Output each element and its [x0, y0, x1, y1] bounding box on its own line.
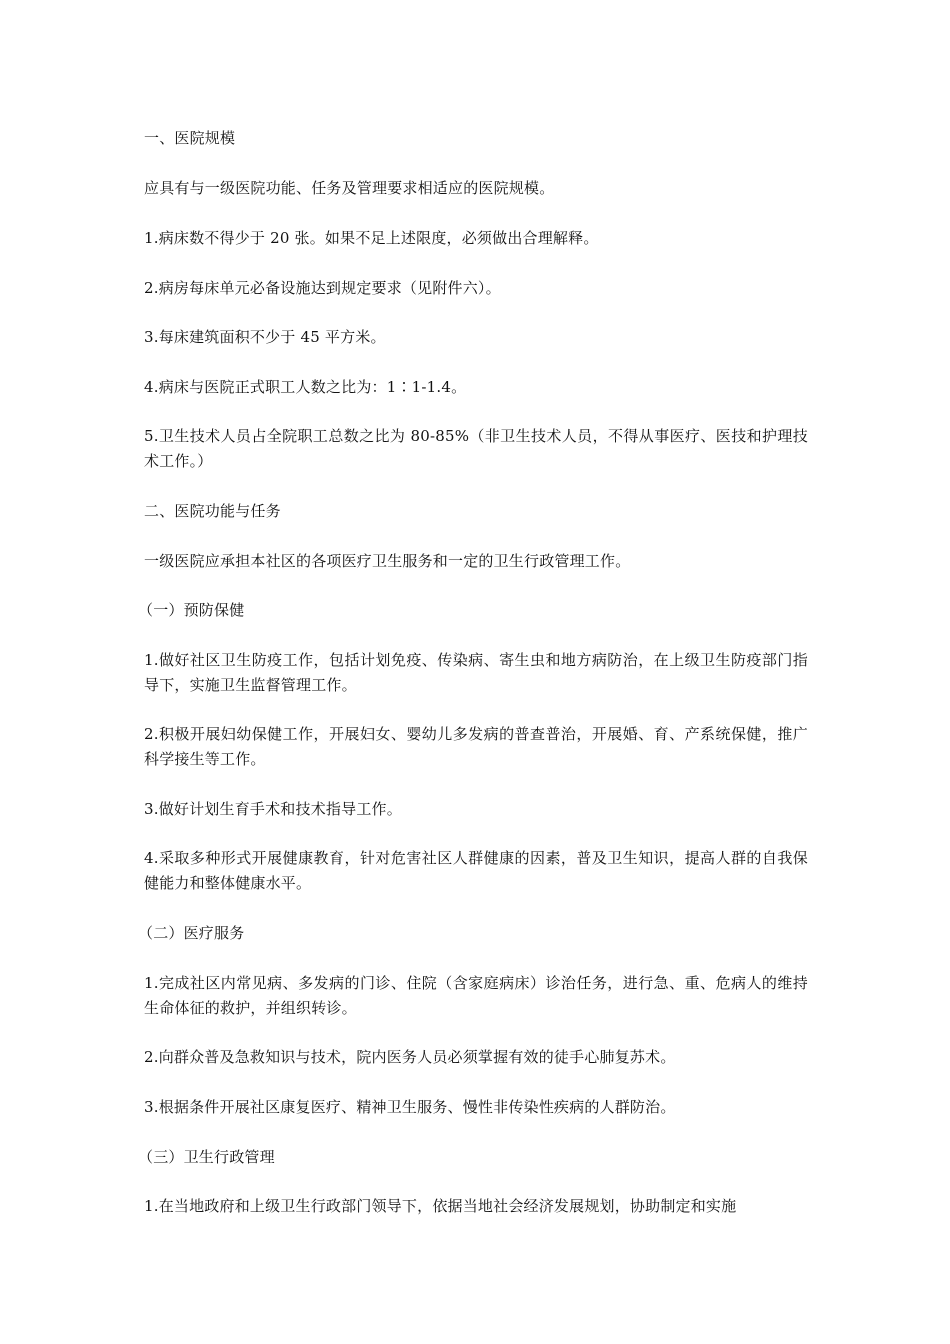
list-item: 3.做好计划生育手术和技术指导工作。: [144, 800, 402, 818]
section-heading-functions: 二、医院功能与任务: [144, 502, 281, 520]
list-item: 1.做好社区卫生防疫工作，包括计划免疫、传染病、寄生虫和地方病防治，在上级卫生防疫部门指导下，实施卫生监督管理工作。: [144, 651, 808, 694]
paragraph: 应具有与一级医院功能、任务及管理要求相适应的医院规模。: [144, 179, 555, 197]
subsection-heading-administration: （三）卫生行政管理: [138, 1148, 275, 1166]
paragraph: 一级医院应承担本社区的各项医疗卫生服务和一定的卫生行政管理工作。: [144, 552, 631, 570]
subsection-heading-prevention: （一）预防保健: [138, 601, 245, 619]
list-item: 4.病床与医院正式职工人数之比为：1∶1-1.4。: [144, 378, 467, 396]
list-item: 3.每床建筑面积不少于 45 平方米。: [144, 328, 386, 346]
list-item: 2.积极开展妇幼保健工作，开展妇女、婴幼儿多发病的普查普治，开展婚、育、产系统保健，推广科学接生等工作。: [144, 725, 808, 768]
list-item: 1.病床数不得少于 20 张。如果不足上述限度，必须做出合理解释。: [144, 229, 599, 247]
list-item: 1.完成社区内常见病、多发病的门诊、住院（含家庭病床）诊治任务，进行急、重、危病人的维持生命体征的救护，并组织转诊。: [144, 974, 808, 1017]
list-item: 2.向群众普及急救知识与技术，院内医务人员必须掌握有效的徒手心肺复苏术。: [144, 1048, 676, 1066]
list-item: 5.卫生技术人员占全院职工总数之比为 80-85%（非卫生技术人员，不得从事医疗、医技和护理技术工作。）: [144, 427, 808, 470]
list-item: 2.病房每床单元必备设施达到规定要求（见附件六）。: [144, 279, 501, 297]
subsection-heading-medical-service: （二）医疗服务: [138, 924, 245, 942]
list-item: 1.在当地政府和上级卫生行政部门领导下，依据当地社会经济发展规划，协助制定和实施: [144, 1197, 737, 1215]
list-item: 3.根据条件开展社区康复医疗、精神卫生服务、慢性非传染性疾病的人群防治。: [144, 1098, 676, 1116]
list-item: 4.采取多种形式开展健康教育，针对危害社区人群健康的因素，普及卫生知识，提高人群的自我保健能力和整体健康水平。: [144, 849, 808, 892]
section-heading-hospital-scale: 一、医院规模: [144, 129, 236, 147]
